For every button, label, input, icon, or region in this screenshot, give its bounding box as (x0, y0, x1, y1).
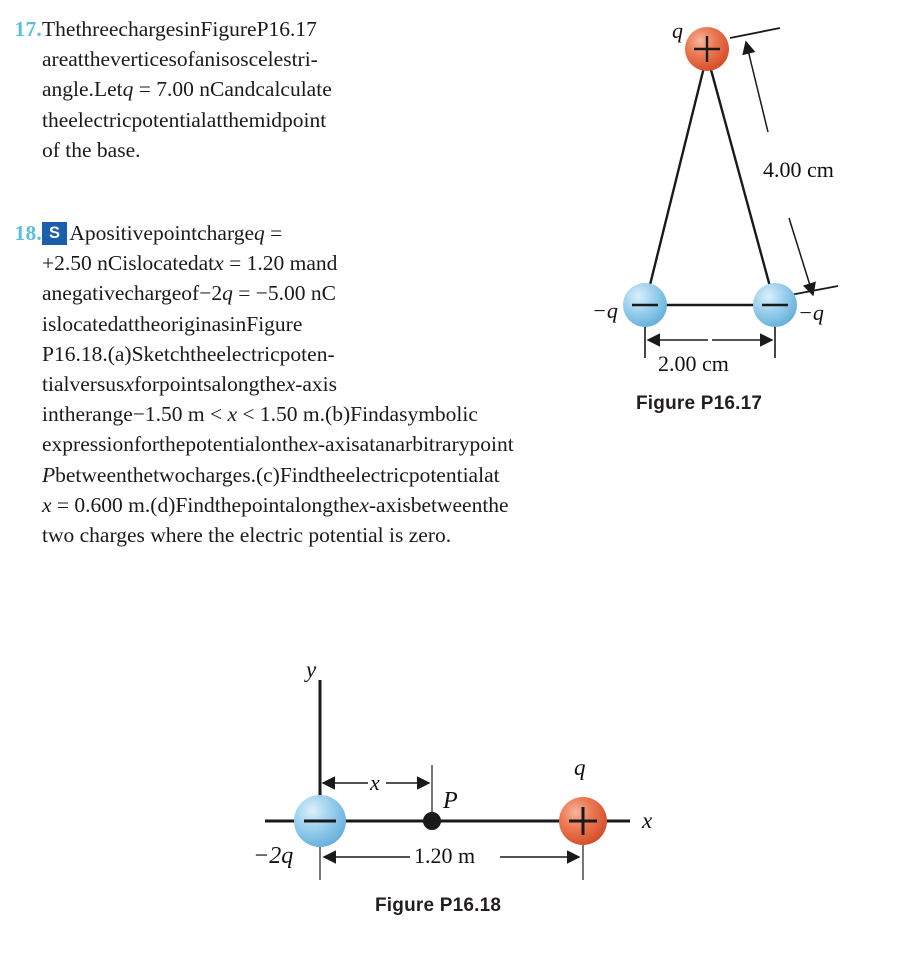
problem-18-line-3: anegativechargeof−2q = −5.00 nC (42, 281, 336, 306)
problem-18-line-2: +2.50 nCislocatedatx = 1.20 mand (42, 251, 338, 276)
label-positive-charge-q: q (574, 755, 586, 780)
figure-p16-17-caption: Figure P16.17 (636, 393, 763, 414)
label-point-p: P (443, 788, 458, 814)
problem-18-line-7: intherange−1.50 m < x < 1.50 m.(b)Findasymbolic (42, 402, 478, 427)
problem-17-text (42, 14, 569, 165)
charge-right-negative (753, 283, 797, 327)
label-negative-charge-minus-2q: −2q (253, 843, 294, 869)
problem-17-line-3: angle.Letq = 7.00 nCandcalculate (42, 77, 332, 102)
problem-17-number: 17. (14, 17, 42, 41)
label-x-axis: x (642, 808, 653, 833)
charge-left-negative (623, 283, 667, 327)
triangle-outline (645, 55, 775, 305)
problem-17-line-5: of the base. (42, 137, 141, 162)
problem-18-line-5: P16.18.(a)Sketchtheelectricpoten- (42, 341, 335, 366)
charge-positive-q (559, 797, 607, 845)
problem-18-line-4: islocatedattheoriginasinFigure (42, 311, 303, 336)
problem-17-line-4: theelectricpotentialatthemidpoint (42, 107, 327, 132)
label-left-charge-minus-q: −q (592, 298, 618, 323)
figure-p16-17 (580, 0, 902, 430)
label-distance-x: x (370, 770, 380, 795)
problem-18-number: 18. (14, 221, 42, 245)
symbolic-badge: S (42, 222, 67, 245)
figure-p16-18-caption: Figure P16.18 (375, 895, 502, 916)
dimension-side-4cm: 4.00 cm (763, 157, 834, 182)
problem-18-line-9: Pbetweenthetwocharges.(c)Findtheelectricpotentialat (42, 462, 500, 487)
charge-apex-positive (685, 27, 729, 71)
figure-p16-17-drawing (580, 0, 902, 430)
problem-18-line-6: tialversusxforpointsalongthex-axis (42, 372, 338, 397)
problem-18-line-11: two charges where the electric potential is zero. (42, 523, 452, 548)
problem-17-line-1: ThethreechargesinFigureP16.17 (42, 17, 317, 41)
problem-17-line-2: areattheverticesofanisoscelestri- (42, 47, 318, 72)
label-right-charge-minus-q: −q (798, 300, 824, 325)
charge-negative-2q (294, 795, 346, 847)
dimension-separation-1-20m: 1.20 m (414, 843, 476, 868)
dimension-base-2cm: 2.00 cm (658, 351, 729, 376)
problem-18-line-10: x = 0.600 m.(d)Findthepointalongthex-axisbetweenthe (42, 492, 509, 517)
problem-18-line-1: S Apositivepointchargeq = (42, 218, 569, 248)
label-apex-charge-q: q (672, 18, 683, 43)
problem-17 (0, 14, 569, 165)
problem-18-text-narrow (42, 218, 569, 399)
label-y-axis: y (306, 657, 317, 682)
problem-18-line-8: expressionforthepotentialonthex-axisatanarbitrarypoint (42, 432, 514, 457)
figure-p16-18 (210, 645, 730, 945)
point-p-marker (423, 812, 441, 830)
